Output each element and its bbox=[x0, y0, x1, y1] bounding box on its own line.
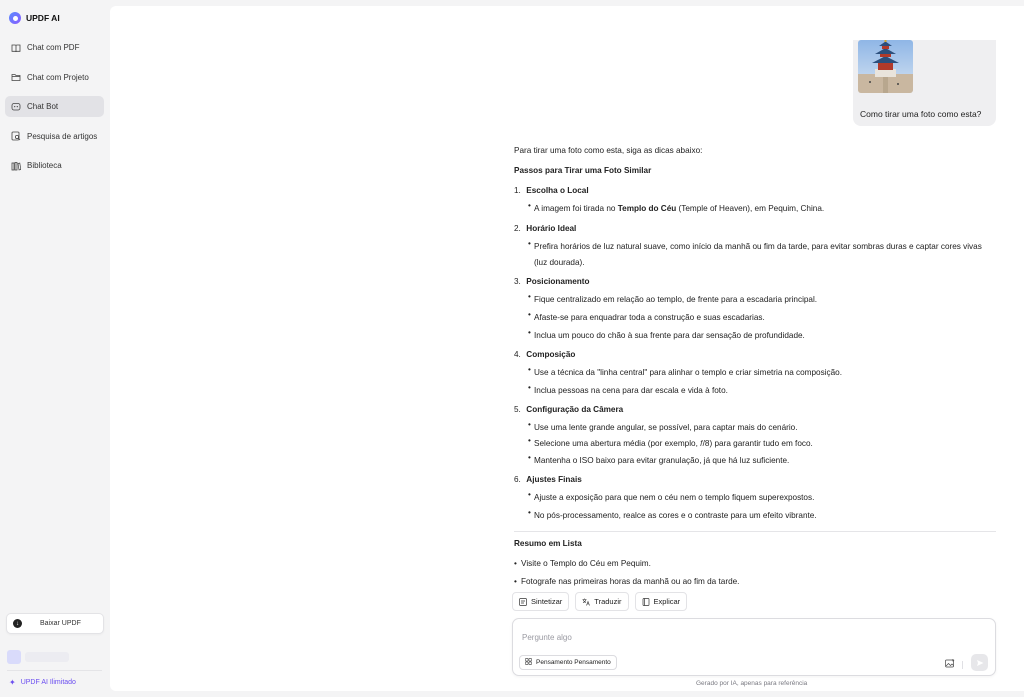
step-2 bbox=[514, 224, 576, 234]
download-label: Baixar UPDF bbox=[40, 620, 81, 627]
ai-disclaimer: Gerado por IA, apenas para referência bbox=[696, 680, 808, 687]
user-question-text: Como tirar uma foto como esta? bbox=[860, 109, 982, 119]
sidebar-item-biblioteca[interactable] bbox=[5, 155, 104, 176]
step-number: 2. bbox=[514, 224, 521, 233]
step-title: Composição bbox=[526, 350, 576, 359]
plan-label: UPDF AI Ilimitado bbox=[20, 679, 76, 686]
list-item bbox=[528, 490, 996, 506]
step-6 bbox=[514, 475, 582, 485]
list-item bbox=[514, 577, 739, 587]
book-open-icon bbox=[11, 43, 21, 53]
list-item-text: • Use uma lente grande angular, se possível, para captar mais do cenário. bbox=[534, 423, 798, 432]
translate-button[interactable] bbox=[575, 592, 628, 611]
list-item-text: • Fotografe nas primeiras horas da manhã ou ao fim da tarde. bbox=[521, 577, 740, 586]
article-search-icon bbox=[11, 131, 21, 141]
plan-link[interactable] bbox=[9, 678, 76, 687]
sidebar-item-label: Chat Bot bbox=[27, 102, 59, 112]
list-item bbox=[514, 559, 651, 569]
step-1 bbox=[514, 186, 589, 196]
explain-button[interactable] bbox=[635, 592, 688, 611]
updf-logo-icon bbox=[9, 12, 21, 24]
step-number: 5. bbox=[514, 405, 521, 414]
list-item bbox=[528, 383, 996, 399]
step-4 bbox=[514, 350, 575, 360]
list-item-text: • Visite o Templo do Céu em Pequim. bbox=[521, 559, 651, 568]
list-item-text: • Fique centralizado em relação ao templo, de frente para a escadaria principal. bbox=[534, 295, 818, 304]
answer-actions bbox=[512, 592, 687, 611]
step-number: 4. bbox=[514, 350, 521, 359]
step-title: Ajustes Finais bbox=[526, 475, 582, 484]
thinking-label: Pensamento Pensamento bbox=[536, 659, 611, 666]
sidebar-nav bbox=[5, 37, 104, 185]
sparkle-icon: ✦ bbox=[9, 678, 16, 687]
step-title: Configuração da Câmera bbox=[526, 405, 624, 414]
list-item-text: • Ajuste a exposição para que nem o céu nem o templo fiquem superexpostos. bbox=[534, 493, 815, 502]
library-icon bbox=[11, 161, 21, 171]
step-number: 1. bbox=[514, 186, 521, 195]
step-3 bbox=[514, 277, 590, 287]
sidebar-item-pesquisa-artigos[interactable] bbox=[5, 126, 104, 147]
list-item-text: • Afaste-se para enquadrar toda a construção e suas escadarias. bbox=[534, 313, 765, 322]
download-updf-button[interactable] bbox=[6, 613, 104, 634]
step-5 bbox=[514, 405, 623, 415]
sidebar-divider bbox=[7, 670, 102, 671]
step-number: 6. bbox=[514, 475, 521, 484]
list-item-text: • Use a técnica da "linha central" para alinhar o templo e criar simetria na composição. bbox=[534, 368, 842, 377]
input-separator bbox=[962, 661, 963, 669]
list-item-text: • Mantenha o ISO baixo para evitar granulação, já que há luz suficiente. bbox=[534, 456, 790, 465]
image-upload-icon[interactable] bbox=[945, 659, 955, 668]
thinking-toggle-button[interactable] bbox=[519, 655, 617, 670]
list-item bbox=[528, 328, 996, 344]
user-name-redacted bbox=[25, 652, 69, 662]
answer-heading: Passos para Tirar uma Foto Similar bbox=[514, 166, 652, 175]
list-item bbox=[528, 239, 996, 270]
answer-divider bbox=[514, 531, 996, 532]
download-icon: ↓ bbox=[13, 619, 22, 628]
send-icon bbox=[976, 659, 984, 667]
list-item-text: • A imagem foi tirada no Templo do Céu (Temple of Heaven), em Pequim, China. bbox=[534, 204, 825, 213]
list-item bbox=[528, 365, 996, 381]
step-title: Posicionamento bbox=[526, 277, 590, 286]
list-item bbox=[528, 453, 996, 469]
list-item bbox=[528, 292, 996, 308]
list-item bbox=[528, 508, 996, 524]
explain-label: Explicar bbox=[653, 597, 681, 606]
summarize-button[interactable] bbox=[512, 592, 569, 611]
list-item bbox=[528, 420, 996, 436]
summary-heading: Resumo em Lista bbox=[514, 539, 582, 548]
user-message bbox=[853, 40, 996, 126]
sidebar bbox=[0, 0, 109, 697]
list-item-text: • No pós-processamento, realce as cores e o contraste para um efeito vibrante. bbox=[534, 511, 817, 520]
list-item bbox=[528, 310, 996, 326]
avatar bbox=[7, 650, 21, 664]
list-item bbox=[528, 201, 996, 217]
thinking-icon bbox=[525, 658, 532, 667]
send-button[interactable] bbox=[971, 654, 988, 671]
answer-intro: Para tirar uma foto como esta, siga as dicas abaixo: bbox=[514, 146, 703, 155]
list-item-text: • Prefira horários de luz natural suave, como início da manhã ou fim da tarde, para evitar sombras duras e captar cores vivas (luz dourada). bbox=[534, 242, 982, 267]
summarize-label: Sintetizar bbox=[531, 597, 563, 606]
step-number: 3. bbox=[514, 277, 521, 286]
chat-input-box bbox=[512, 618, 996, 676]
brand-name: UPDF AI bbox=[26, 13, 60, 23]
step-title: Horário Ideal bbox=[526, 224, 577, 233]
sidebar-item-label: Chat com PDF bbox=[27, 43, 80, 52]
sidebar-item-label: Biblioteca bbox=[27, 161, 62, 171]
chat-panel bbox=[110, 6, 1024, 691]
summarize-icon bbox=[519, 598, 527, 606]
user-account[interactable] bbox=[7, 649, 77, 665]
sidebar-item-chat-pdf[interactable] bbox=[5, 37, 104, 58]
translate-icon bbox=[582, 598, 590, 606]
list-item-text: • Inclua um pouco do chão à sua frente para dar sensação de profundidade. bbox=[534, 331, 805, 340]
list-item-text: • Inclua pessoas na cena para dar escala e vida à foto. bbox=[534, 386, 728, 395]
folder-icon bbox=[11, 72, 21, 82]
chatbot-icon bbox=[11, 102, 21, 112]
list-item bbox=[528, 436, 996, 452]
uploaded-image-thumbnail[interactable] bbox=[858, 40, 913, 93]
explain-icon bbox=[642, 598, 650, 606]
chat-input[interactable] bbox=[522, 630, 982, 644]
sidebar-item-label: Chat com Projeto bbox=[27, 72, 89, 82]
brand[interactable] bbox=[9, 12, 60, 24]
sidebar-item-chat-bot[interactable] bbox=[5, 96, 104, 117]
list-item-text: • Selecione uma abertura média (por exemplo, 𝑓/8) para garantir tudo em foco. bbox=[534, 439, 813, 448]
sidebar-item-chat-projeto[interactable] bbox=[5, 67, 104, 88]
translate-label: Traduzir bbox=[594, 597, 622, 606]
step-title: Escolha o Local bbox=[526, 186, 589, 195]
sidebar-item-label: Pesquisa de artigos bbox=[27, 131, 98, 141]
